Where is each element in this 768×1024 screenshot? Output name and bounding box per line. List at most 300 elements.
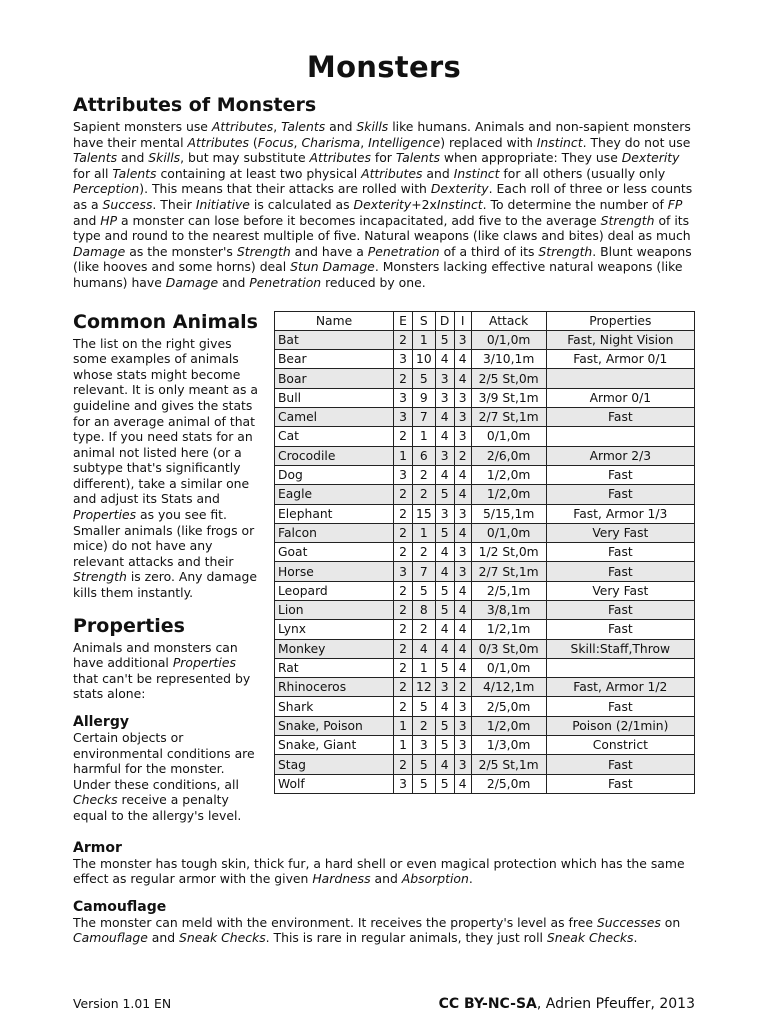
properties-paragraph bbox=[73, 640, 263, 702]
text-segment: Strength bbox=[73, 569, 127, 585]
text-segment: Instinct bbox=[436, 196, 483, 212]
cell-properties: Fast bbox=[546, 620, 694, 639]
text-segment: when appropriate: They use bbox=[439, 150, 622, 166]
text-segment: Smaller animals (like frogs or mice) do not have any relevant attacks and their bbox=[73, 522, 255, 569]
cell-s: 2 bbox=[413, 543, 436, 562]
cell-s: 7 bbox=[413, 562, 436, 581]
text-segment: , bbox=[293, 134, 302, 150]
cell-d: 3 bbox=[435, 388, 454, 407]
cell-name: Goat bbox=[275, 543, 394, 562]
page-footer bbox=[73, 996, 695, 1012]
cell-properties bbox=[546, 658, 694, 677]
cell-i: 3 bbox=[454, 504, 471, 523]
cell-e: 2 bbox=[394, 369, 413, 388]
table-row bbox=[275, 369, 695, 388]
text-segment: . bbox=[633, 930, 638, 946]
cell-d: 5 bbox=[435, 736, 454, 755]
cell-d: 4 bbox=[435, 620, 454, 639]
text-segment: The list on the right gives some examples of animals whose stats might become relevant. It is only meant as a guideline and gives the stats for an average animal of that type. If you need stats for an animal not listed here (or a subtype that's significantly different), take a similar one and adjust its Stats and bbox=[73, 335, 258, 507]
cell-e: 2 bbox=[394, 485, 413, 504]
allergy-heading: Allergy bbox=[73, 714, 129, 730]
cell-i: 2 bbox=[454, 678, 471, 697]
cell-d: 3 bbox=[435, 446, 454, 465]
cell-s: 4 bbox=[413, 639, 436, 658]
cell-attack: 1/2,0m bbox=[471, 716, 546, 735]
cell-properties: Skill:Staff,Throw bbox=[546, 639, 694, 658]
cell-i: 4 bbox=[454, 774, 471, 793]
cell-attack: 2/6,0m bbox=[471, 446, 546, 465]
text-segment: Absorption bbox=[401, 871, 469, 887]
text-segment: Penetration bbox=[367, 243, 440, 259]
cell-properties: Very Fast bbox=[546, 581, 694, 600]
text-segment: Penetration bbox=[249, 274, 322, 290]
attributes-paragraph bbox=[73, 119, 695, 291]
cell-properties: Fast bbox=[546, 774, 694, 793]
cell-e: 1 bbox=[394, 736, 413, 755]
text-segment: on bbox=[660, 914, 681, 930]
cell-name: Shark bbox=[275, 697, 394, 716]
full-width-section bbox=[73, 840, 695, 946]
cell-properties: Fast, Armor 0/1 bbox=[546, 350, 694, 369]
cell-s: 10 bbox=[413, 350, 436, 369]
cell-i: 3 bbox=[454, 755, 471, 774]
text-segment: Charisma bbox=[301, 134, 361, 150]
cell-d: 4 bbox=[435, 755, 454, 774]
cell-d: 5 bbox=[435, 658, 454, 677]
cell-attack: 0/1,0m bbox=[471, 427, 546, 446]
text-segment: as the monster's bbox=[125, 243, 237, 259]
text-segment: Talents bbox=[395, 150, 440, 166]
table-row bbox=[275, 620, 695, 639]
table-row bbox=[275, 774, 695, 793]
text-segment: ( bbox=[248, 134, 258, 150]
cell-name: Boar bbox=[275, 369, 394, 388]
camouflage-heading: Camouflage bbox=[73, 898, 167, 915]
cell-s: 5 bbox=[413, 697, 436, 716]
text-segment: . Blunt weapons (like hooves and some horns) deal bbox=[73, 243, 692, 275]
text-segment: FP bbox=[667, 196, 683, 212]
cell-d: 5 bbox=[435, 581, 454, 600]
cell-s: 5 bbox=[413, 581, 436, 600]
cell-attack: 2/5,0m bbox=[471, 774, 546, 793]
cell-properties: Fast, Night Vision bbox=[546, 330, 694, 349]
table-row bbox=[275, 350, 695, 369]
cell-properties: Fast bbox=[546, 600, 694, 619]
cell-properties: Fast bbox=[546, 562, 694, 581]
text-segment: for all others (usually only bbox=[499, 165, 666, 181]
text-segment: . Their bbox=[152, 196, 196, 212]
text-segment: and bbox=[422, 165, 454, 181]
cell-name: Eagle bbox=[275, 485, 394, 504]
cell-e: 1 bbox=[394, 446, 413, 465]
cell-s: 1 bbox=[413, 330, 436, 349]
table-row bbox=[275, 678, 695, 697]
cell-attack: 1/2,0m bbox=[471, 485, 546, 504]
text-segment: HP bbox=[100, 212, 118, 228]
table-row bbox=[275, 388, 695, 407]
cell-d: 3 bbox=[435, 504, 454, 523]
text-segment: and bbox=[370, 871, 402, 887]
table-row bbox=[275, 697, 695, 716]
cell-name: Horse bbox=[275, 562, 394, 581]
cell-name: Rhinoceros bbox=[275, 678, 394, 697]
cell-properties: Very Fast bbox=[546, 523, 694, 542]
cell-name: Bat bbox=[275, 330, 394, 349]
cell-name: Camel bbox=[275, 408, 394, 427]
table-row bbox=[275, 658, 695, 677]
author-credit: , Adrien Pfeuffer, 2013 bbox=[536, 996, 695, 1012]
text-segment: Success bbox=[102, 196, 153, 212]
table-header-row bbox=[275, 311, 695, 330]
cell-name: Falcon bbox=[275, 523, 394, 542]
text-segment: that can't be represented by stats alone: bbox=[73, 670, 251, 702]
text-segment: and bbox=[218, 274, 250, 290]
text-segment: Strength bbox=[236, 243, 291, 259]
text-segment: and bbox=[325, 119, 357, 134]
table-row bbox=[275, 755, 695, 774]
text-segment: Strength bbox=[538, 243, 593, 259]
cell-i: 4 bbox=[454, 639, 471, 658]
common-animals-paragraph-1 bbox=[73, 336, 263, 523]
cell-s: 12 bbox=[413, 678, 436, 697]
animals-table bbox=[274, 311, 695, 794]
cell-s: 8 bbox=[413, 600, 436, 619]
text-segment: , but may substitute bbox=[180, 150, 310, 166]
cell-i: 3 bbox=[454, 408, 471, 427]
cell-i: 3 bbox=[454, 543, 471, 562]
cell-e: 2 bbox=[394, 658, 413, 677]
cell-name: Snake, Giant bbox=[275, 736, 394, 755]
properties-heading: Properties bbox=[73, 614, 185, 637]
cell-attack: 0/1,0m bbox=[471, 658, 546, 677]
document-page bbox=[73, 50, 695, 946]
cell-e: 2 bbox=[394, 543, 413, 562]
cell-s: 7 bbox=[413, 408, 436, 427]
table-row bbox=[275, 485, 695, 504]
cell-e: 2 bbox=[394, 639, 413, 658]
cell-e: 2 bbox=[394, 620, 413, 639]
cell-attack: 3/9 St,1m bbox=[471, 388, 546, 407]
cell-d: 3 bbox=[435, 369, 454, 388]
cell-attack: 2/7 St,1m bbox=[471, 408, 546, 427]
cell-name: Elephant bbox=[275, 504, 394, 523]
cell-i: 4 bbox=[454, 465, 471, 484]
cell-s: 2 bbox=[413, 485, 436, 504]
cell-attack: 2/5 St,0m bbox=[471, 369, 546, 388]
cell-i: 2 bbox=[454, 446, 471, 465]
cell-properties: Fast, Armor 1/3 bbox=[546, 504, 694, 523]
cell-name: Lynx bbox=[275, 620, 394, 639]
text-segment: of a third of its bbox=[439, 243, 539, 259]
text-segment: Checks bbox=[73, 792, 118, 808]
text-segment: Instinct bbox=[453, 165, 500, 181]
text-segment: Properties bbox=[73, 507, 137, 523]
text-segment: reduced by one. bbox=[321, 274, 426, 290]
attributes-heading: Attributes of Monsters bbox=[73, 94, 317, 116]
cell-s: 6 bbox=[413, 446, 436, 465]
cell-e: 3 bbox=[394, 388, 413, 407]
common-animals-heading: Common Animals bbox=[73, 310, 258, 333]
text-segment: Hardness bbox=[312, 871, 371, 887]
cell-e: 2 bbox=[394, 504, 413, 523]
cell-attack: 2/7 St,1m bbox=[471, 562, 546, 581]
cell-attack: 1/2 St,0m bbox=[471, 543, 546, 562]
cell-e: 2 bbox=[394, 523, 413, 542]
table-row bbox=[275, 427, 695, 446]
text-segment: Initiative bbox=[195, 196, 250, 212]
cell-d: 4 bbox=[435, 562, 454, 581]
table-row bbox=[275, 562, 695, 581]
cell-d: 4 bbox=[435, 543, 454, 562]
cell-name: Wolf bbox=[275, 774, 394, 793]
text-segment: . Each roll of three or less counts as a bbox=[73, 181, 693, 212]
cell-i: 3 bbox=[454, 562, 471, 581]
cell-properties: Armor 2/3 bbox=[546, 446, 694, 465]
text-segment: receive a penalty equal to the allergy's level. bbox=[73, 792, 242, 823]
cell-attack: 1/3,0m bbox=[471, 736, 546, 755]
cell-e: 2 bbox=[394, 600, 413, 619]
cell-properties bbox=[546, 369, 694, 388]
cell-name: Snake, Poison bbox=[275, 716, 394, 735]
text-segment: as you see fit. bbox=[136, 507, 227, 523]
text-segment: is zero. Any damage kills them instantly. bbox=[73, 569, 258, 601]
table-row bbox=[275, 543, 695, 562]
cell-e: 3 bbox=[394, 562, 413, 581]
header-attack: Attack bbox=[471, 311, 546, 330]
text-segment: for all bbox=[73, 165, 113, 181]
header-name: Name bbox=[275, 311, 394, 330]
text-segment: and have a bbox=[290, 243, 368, 259]
cell-s: 1 bbox=[413, 523, 436, 542]
text-segment: and bbox=[117, 150, 149, 166]
text-segment: a monster can lose before it becomes incapacitated, add five to the average bbox=[117, 212, 601, 228]
text-segment: for bbox=[370, 150, 396, 166]
text-segment: Sneak Checks bbox=[546, 930, 634, 946]
table-row bbox=[275, 465, 695, 484]
cell-d: 5 bbox=[435, 523, 454, 542]
cell-e: 2 bbox=[394, 678, 413, 697]
cell-attack: 4/12,1m bbox=[471, 678, 546, 697]
text-segment: Skills bbox=[356, 119, 389, 134]
cell-i: 3 bbox=[454, 427, 471, 446]
text-segment: Perception bbox=[73, 181, 140, 197]
text-segment: Certain objects or environmental conditions are harmful for the monster. Under these conditions, all bbox=[73, 730, 255, 792]
text-segment: Strength bbox=[600, 212, 655, 228]
cell-properties: Fast bbox=[546, 465, 694, 484]
cell-attack: 2/5 St,1m bbox=[471, 755, 546, 774]
cell-attack: 1/2,0m bbox=[471, 465, 546, 484]
cell-s: 5 bbox=[413, 755, 436, 774]
cell-s: 9 bbox=[413, 388, 436, 407]
table-row bbox=[275, 330, 695, 349]
cell-e: 1 bbox=[394, 716, 413, 735]
table-body bbox=[275, 330, 695, 793]
camouflage-paragraph bbox=[73, 915, 695, 946]
cell-properties: Armor 0/1 bbox=[546, 388, 694, 407]
text-segment: of its type and round to the nearest multiple of five. Natural weapons (like claws and bites) deal as much bbox=[73, 212, 691, 244]
right-column bbox=[274, 311, 695, 824]
table-row bbox=[275, 408, 695, 427]
cell-s: 3 bbox=[413, 736, 436, 755]
text-segment: . bbox=[468, 871, 473, 887]
text-segment: Dexterity bbox=[353, 196, 412, 212]
text-segment: Focus bbox=[257, 134, 294, 150]
cell-d: 4 bbox=[435, 465, 454, 484]
header-s: S bbox=[413, 311, 436, 330]
cell-i: 3 bbox=[454, 330, 471, 349]
page-title: Monsters bbox=[306, 50, 462, 84]
cell-properties: Fast bbox=[546, 485, 694, 504]
two-column-section bbox=[73, 311, 695, 824]
text-segment: Talents bbox=[112, 165, 157, 181]
text-segment: Skills bbox=[148, 150, 181, 166]
cell-attack: 0/1,0m bbox=[471, 523, 546, 542]
cell-d: 4 bbox=[435, 408, 454, 427]
cell-i: 3 bbox=[454, 736, 471, 755]
text-segment: Attributes bbox=[309, 150, 371, 166]
cell-name: Dog bbox=[275, 465, 394, 484]
cell-properties: Fast, Armor 1/2 bbox=[546, 678, 694, 697]
common-animals-paragraph-2 bbox=[73, 523, 263, 601]
cell-name: Monkey bbox=[275, 639, 394, 658]
cell-s: 2 bbox=[413, 716, 436, 735]
cell-attack: 5/15,1m bbox=[471, 504, 546, 523]
cell-s: 2 bbox=[413, 620, 436, 639]
version-label: Version 1.01 EN bbox=[73, 996, 172, 1011]
cell-name: Bear bbox=[275, 350, 394, 369]
cell-attack: 1/2,1m bbox=[471, 620, 546, 639]
text-segment: Properties bbox=[172, 655, 236, 671]
cell-e: 3 bbox=[394, 774, 413, 793]
text-segment: ) replaced with bbox=[440, 134, 537, 150]
cell-d: 5 bbox=[435, 774, 454, 793]
cell-e: 2 bbox=[394, 755, 413, 774]
table-row bbox=[275, 716, 695, 735]
text-segment: Attributes bbox=[187, 134, 249, 150]
cell-d: 5 bbox=[435, 330, 454, 349]
cell-e: 3 bbox=[394, 350, 413, 369]
cell-i: 4 bbox=[454, 369, 471, 388]
cell-i: 3 bbox=[454, 716, 471, 735]
cell-name: Crocodile bbox=[275, 446, 394, 465]
cell-i: 3 bbox=[454, 697, 471, 716]
text-segment: Talents bbox=[281, 119, 326, 134]
cell-properties: Fast bbox=[546, 697, 694, 716]
cell-s: 15 bbox=[413, 504, 436, 523]
cell-name: Stag bbox=[275, 755, 394, 774]
text-segment: The monster can meld with the environment. It receives the property's level as free bbox=[73, 914, 597, 930]
text-segment: Attributes bbox=[361, 165, 423, 181]
cell-name: Lion bbox=[275, 600, 394, 619]
table-row bbox=[275, 523, 695, 542]
cell-e: 2 bbox=[394, 697, 413, 716]
text-segment: . Monsters lacking effective natural weapons (like humans) have bbox=[73, 259, 683, 290]
text-segment: containing at least two physical bbox=[156, 165, 362, 181]
cell-properties: Poison (2/1min) bbox=[546, 716, 694, 735]
table-row bbox=[275, 504, 695, 523]
cell-properties: Fast bbox=[546, 408, 694, 427]
text-segment: Intelligence bbox=[368, 134, 441, 150]
text-segment: . This is rare in regular animals, they just roll bbox=[265, 930, 547, 946]
cell-d: 4 bbox=[435, 350, 454, 369]
cell-d: 5 bbox=[435, 600, 454, 619]
cell-s: 1 bbox=[413, 658, 436, 677]
text-segment: and bbox=[147, 930, 180, 946]
text-segment: Stun Damage bbox=[290, 259, 375, 275]
left-column bbox=[73, 311, 263, 824]
table-row bbox=[275, 736, 695, 755]
table-row bbox=[275, 581, 695, 600]
cell-e: 2 bbox=[394, 330, 413, 349]
cell-i: 4 bbox=[454, 581, 471, 600]
cell-attack: 0/1,0m bbox=[471, 330, 546, 349]
cell-properties: Constrict bbox=[546, 736, 694, 755]
cell-attack: 3/10,1m bbox=[471, 350, 546, 369]
text-segment: and bbox=[73, 212, 101, 228]
text-segment: . To determine the number of bbox=[482, 196, 668, 212]
license-name: CC BY-NC-SA bbox=[438, 996, 537, 1012]
cell-i: 4 bbox=[454, 658, 471, 677]
text-segment: Successes bbox=[596, 914, 661, 930]
text-segment: Camouflage bbox=[73, 930, 148, 946]
armor-paragraph bbox=[73, 856, 695, 887]
cell-d: 4 bbox=[435, 639, 454, 658]
cell-d: 5 bbox=[435, 716, 454, 735]
cell-attack: 3/8,1m bbox=[471, 600, 546, 619]
text-segment: The monster has tough skin, thick fur, a hard shell or even magical protection which has the same effect as regular armor with the given bbox=[73, 855, 685, 887]
cell-name: Bull bbox=[275, 388, 394, 407]
text-segment: . They do not use bbox=[582, 134, 691, 150]
cell-d: 3 bbox=[435, 678, 454, 697]
cell-e: 3 bbox=[394, 408, 413, 427]
armor-heading: Armor bbox=[73, 839, 122, 856]
header-properties: Properties bbox=[546, 311, 694, 330]
cell-properties: Fast bbox=[546, 755, 694, 774]
text-segment: , bbox=[273, 119, 282, 134]
cell-s: 2 bbox=[413, 465, 436, 484]
text-segment: Dexterity bbox=[430, 181, 489, 197]
cell-s: 5 bbox=[413, 774, 436, 793]
text-segment: Damage bbox=[73, 243, 126, 259]
cell-name: Rat bbox=[275, 658, 394, 677]
cell-e: 2 bbox=[394, 581, 413, 600]
cell-e: 3 bbox=[394, 465, 413, 484]
cell-d: 4 bbox=[435, 697, 454, 716]
text-segment: Damage bbox=[165, 274, 219, 290]
text-segment: Instinct bbox=[536, 134, 583, 150]
cell-i: 4 bbox=[454, 620, 471, 639]
cell-i: 4 bbox=[454, 485, 471, 504]
license-credit bbox=[439, 996, 695, 1012]
cell-name: Leopard bbox=[275, 581, 394, 600]
cell-attack: 2/5,1m bbox=[471, 581, 546, 600]
text-segment: Talents bbox=[73, 150, 118, 166]
text-segment: Dexterity bbox=[621, 150, 680, 166]
cell-properties: Fast bbox=[546, 543, 694, 562]
cell-i: 4 bbox=[454, 523, 471, 542]
cell-attack: 2/5,0m bbox=[471, 697, 546, 716]
cell-i: 3 bbox=[454, 388, 471, 407]
text-segment: like humans. Animals and non-sapient monsters have their mental bbox=[73, 119, 691, 150]
text-segment: +2x bbox=[411, 196, 437, 212]
text-segment: Sneak Checks bbox=[179, 930, 266, 946]
cell-d: 4 bbox=[435, 427, 454, 446]
text-segment: is calculated as bbox=[249, 196, 354, 212]
text-segment: Attributes bbox=[211, 119, 274, 134]
cell-i: 4 bbox=[454, 350, 471, 369]
cell-properties bbox=[546, 427, 694, 446]
table-row bbox=[275, 600, 695, 619]
